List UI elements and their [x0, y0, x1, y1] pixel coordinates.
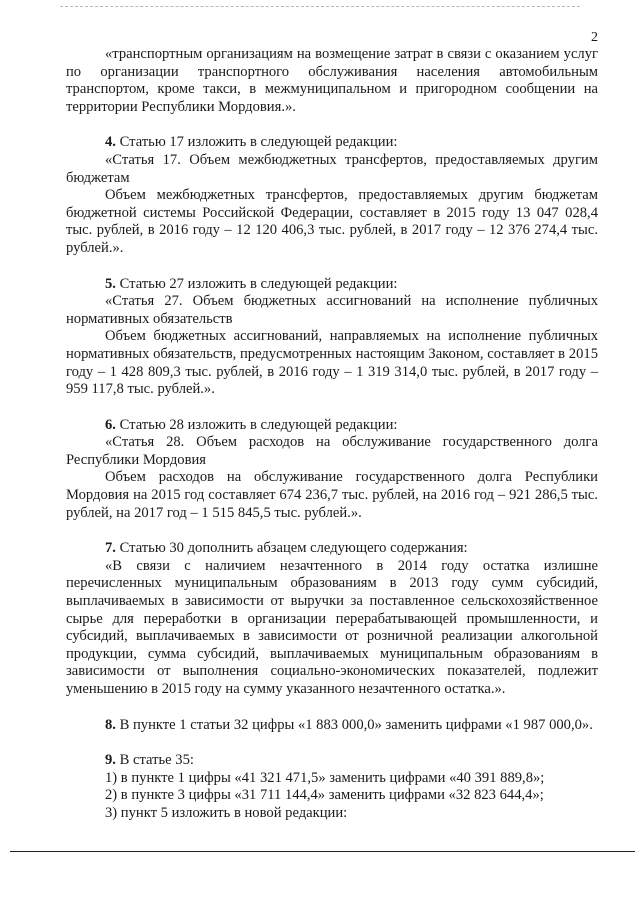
page-bottom-rule [10, 851, 635, 852]
paragraph-text: В статье 35: [115, 752, 194, 769]
paragraph-text: Статью 27 изложить в следующей редакции: [115, 275, 398, 292]
document-body [66, 46, 598, 823]
paragraph-text: «Статья 27. Объем бюджетных ассигнований на исполнение публичных нормативных обязательств [66, 293, 598, 327]
paragraph-10 [66, 469, 598, 522]
paragraph-13 [66, 717, 598, 735]
paragraph-14 [66, 752, 598, 770]
paragraph-text: «транспортным организациям на возмещение затрат в связи с оказанием услуг по организации транспортного обслуживания населения автомобильным транспортом, кроме такси, в межмуниципальном и пригородном сообщении на территории Республики Мордовия.». [66, 46, 598, 115]
paragraph-6 [66, 293, 598, 328]
paragraph-text: Статью 30 дополнить абзацем следующего содержания: [115, 540, 468, 557]
paragraph-text: Объем бюджетных ассигнований, направляемых на исполнение публичных нормативных обязательств, предусмотренных настоящим Законом, составляет в 2015 году – 1 428 809,3 тыс. рублей, в 2016 году – 1 319 314,0 тыс. рублей, в 2017 году – 959 117,8 тыс. рублей.». [66, 328, 598, 398]
paragraph-text: Объем межбюджетных трансфертов, предоставляемых другим бюджетам бюджетной системы Российской Федерации, составляет в 2015 году 13 047 028,4 тыс. рублей, в 2016 году – 12 120 406,3 тыс. рублей, в 2017 году – 12 376 274,4 тыс. рублей.». [66, 187, 598, 256]
paragraph-num: 6. [105, 416, 116, 433]
paragraph-5 [66, 276, 598, 294]
paragraph-3 [66, 152, 598, 187]
paragraph-text: Объем расходов на обслуживание государственного долга Республики Мордовия на 2015 год составляет 674 236,7 тыс. рублей, на 2016 год – 921 286,5 тыс. рублей, на 2017 год – 1 515 845,5 тыс. рублей.». [66, 469, 598, 521]
paragraph-num: 9. [105, 752, 116, 769]
paragraph-12 [66, 558, 598, 699]
paragraph-text: Статью 17 изложить в следующей редакции: [115, 134, 398, 151]
paragraph-text: В пункте 1 статьи 32 цифры «1 883 000,0» заменить цифрами «1 987 000,0». [115, 716, 593, 733]
paragraph-text: 3) пункт 5 изложить в новой редакции: [105, 804, 348, 821]
paragraph-1 [66, 46, 598, 116]
paragraph-num: 7. [105, 540, 116, 557]
paragraph-text: Статью 28 изложить в следующей редакции: [115, 416, 398, 433]
paragraph-text: «В связи с наличием незачтенного в 2014 году остатка излишне перечисленных муниципальным образованиям в 2013 году сумм субсидий, выплачиваемых в зависимости от выручки за поставленное сельскохозяйственное сырье для переработки в организации перерабатывающей промышленности, и субсидий, выплачиваемых в зависимости от розничной реализации алкогольной продукции, сумма субсидий, выплачиваемых муниципальным образованиям в зависимости от выполнения социально-экономических показателей, подлежит уменьшению в 2015 году на сумму указанного незачтенного остатка.». [66, 557, 598, 697]
paragraph-9 [66, 434, 598, 469]
paragraph-num: 4. [105, 134, 116, 151]
paragraph-text: «Статья 28. Объем расходов на обслуживание государственного долга Республики Мордовия [66, 434, 598, 468]
paragraph-8 [66, 417, 598, 435]
paragraph-text: «Статья 17. Объем межбюджетных трансфертов, предоставляемых другим бюджетам [66, 151, 598, 186]
paragraph-num: 8. [105, 716, 116, 733]
paragraph-11 [66, 540, 598, 558]
scan-edge-top [60, 6, 580, 7]
paragraph-17 [66, 805, 598, 823]
paragraph-15 [66, 770, 598, 788]
paragraph-16 [66, 787, 598, 805]
paragraph-text: 1) в пункте 1 цифры «41 321 471,5» заменить цифрами «40 391 889,8»; [105, 769, 545, 786]
paragraph-2 [66, 134, 598, 152]
paragraph-num: 5. [105, 275, 116, 292]
paragraph-4 [66, 187, 598, 257]
paragraph-text: 2) в пункте 3 цифры «31 711 144,4» заменить цифрами «32 823 644,4»; [105, 787, 544, 804]
paragraph-7 [66, 328, 598, 398]
page-number: 2 [591, 30, 598, 45]
